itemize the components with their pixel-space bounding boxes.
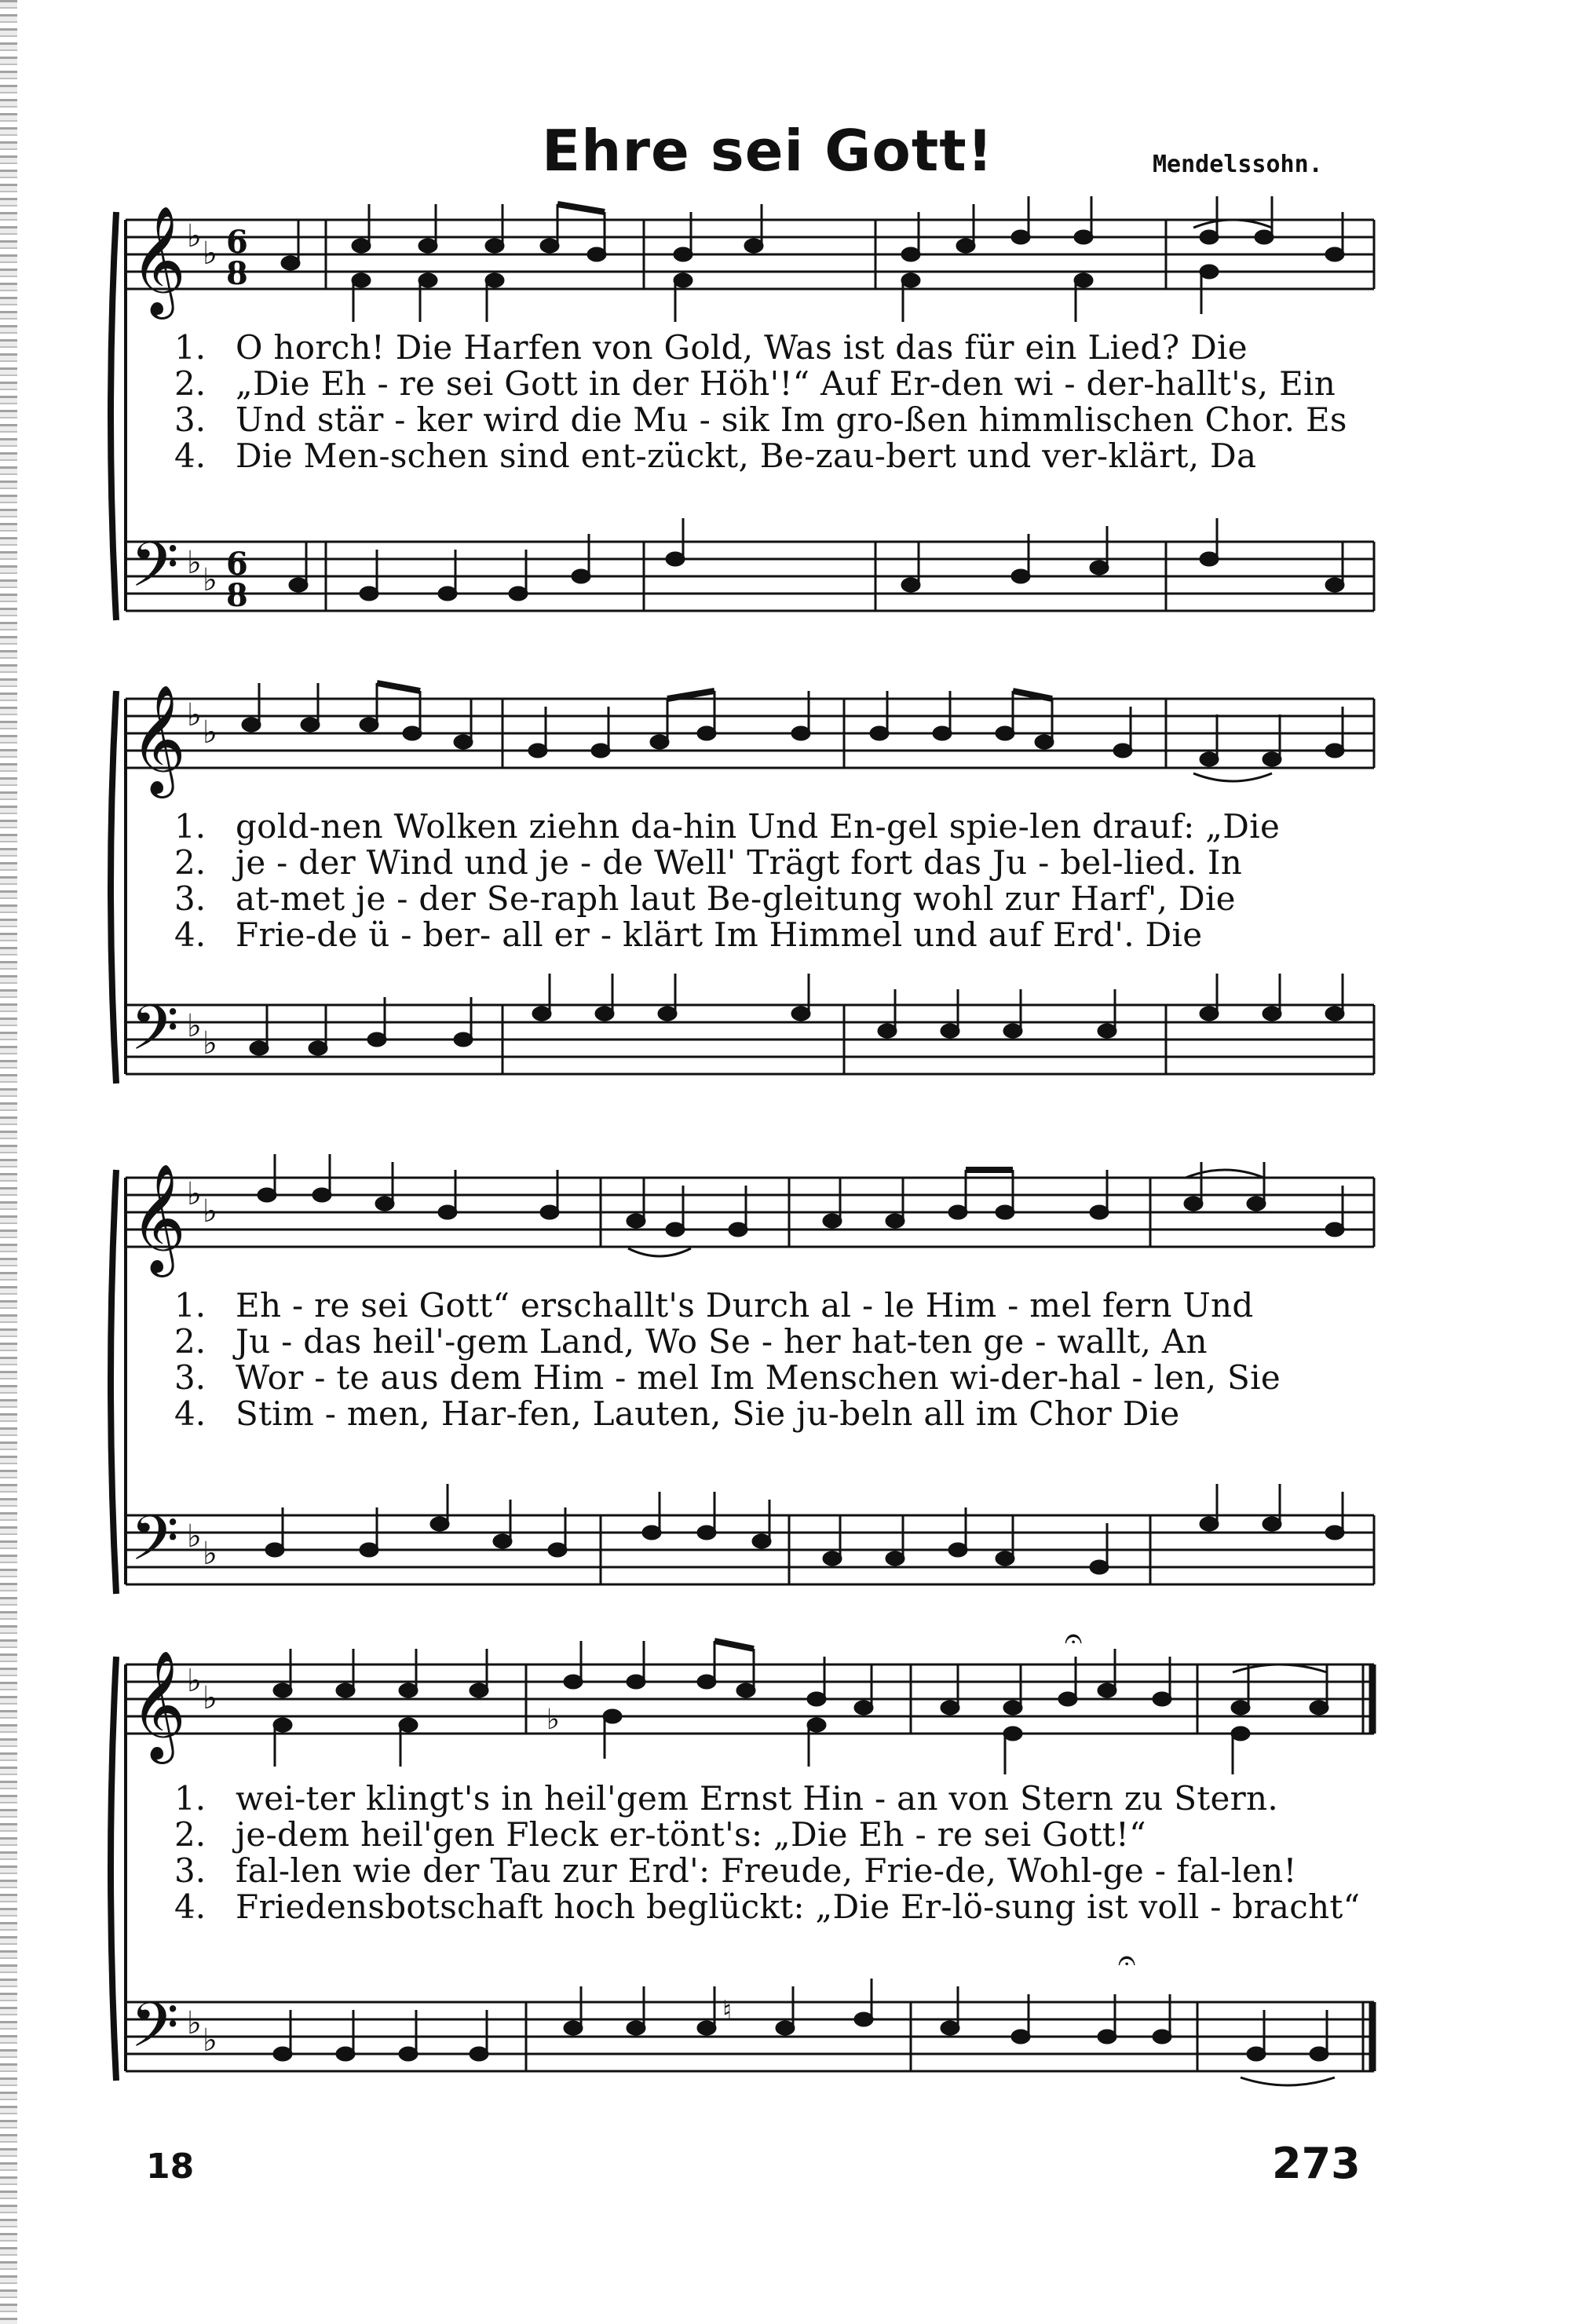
svg-text:♭: ♭	[187, 218, 202, 254]
svg-text:6: 6	[226, 224, 248, 261]
verse-number: 4.	[174, 1887, 206, 1926]
verse-number: 3.	[174, 1851, 206, 1890]
svg-text:𝄢: 𝄢	[130, 528, 179, 616]
svg-text:𝄐: 𝄐	[1065, 1621, 1083, 1657]
verse-number: 3.	[174, 879, 206, 918]
lyric-text: Eh - re sei Gott“ erschallt's Durch al - le Him - mel fern Und	[236, 1286, 1254, 1325]
music-system-4	[110, 1621, 1382, 2096]
verse-number: 2.	[174, 843, 206, 882]
svg-text:♭: ♭	[187, 697, 202, 733]
verse-number: 2.	[174, 364, 206, 403]
svg-text:𝄞: 𝄞	[130, 1164, 186, 1273]
svg-text:𝄢: 𝄢	[130, 1502, 179, 1590]
lyric-text: Die Men-schen sind ent-zückt, Be-zau-bert und ver-klärt, Da	[236, 437, 1257, 475]
verse-number: 1.	[174, 328, 206, 367]
svg-text:♭: ♭	[203, 2023, 217, 2059]
svg-text:♭: ♭	[187, 545, 202, 581]
lyric-text: je-dem heil'gen Fleck er-tönt's: „Die Eh - re sei Gott!“	[236, 1815, 1146, 1854]
verse-number: 4.	[174, 437, 206, 475]
verse-number: 3.	[174, 400, 206, 439]
verse-number: 4.	[174, 915, 206, 954]
verse-number: 1.	[174, 1779, 206, 1818]
verse-number: 2.	[174, 1815, 206, 1854]
svg-text:♭: ♭	[203, 1193, 217, 1230]
lyric-text: Frie-de ü - ber- all er - klärt Im Himmel und auf Erd'. Die	[236, 915, 1203, 954]
svg-text:♭: ♭	[187, 2005, 202, 2041]
lyric-text: Stim - men, Har-fen, Lauten, Sie ju-beln all im Chor Die	[236, 1394, 1180, 1433]
svg-text:𝄞: 𝄞	[130, 206, 186, 315]
verse-number: 4.	[174, 1394, 206, 1433]
svg-text:𝄐: 𝄐	[1118, 1942, 1136, 1979]
binding-edge	[0, 0, 17, 2324]
svg-text:♭: ♭	[203, 236, 217, 272]
lyric-text: gold-nen Wolken ziehn da-hin Und En-gel spie-len drauf: „Die	[236, 807, 1281, 846]
svg-text:♭: ♭	[546, 1704, 560, 1736]
svg-text:♭: ♭	[203, 1536, 217, 1572]
svg-text:♮: ♮	[722, 1995, 733, 2026]
verse-number: 3.	[174, 1358, 206, 1397]
svg-text:𝄢: 𝄢	[130, 992, 179, 1080]
svg-text:♭: ♭	[187, 1518, 202, 1555]
lyric-text: Wor - te aus dem Him - mel Im Menschen wi-der-hal - len, Sie	[236, 1358, 1281, 1397]
svg-text:♭: ♭	[203, 1680, 217, 1716]
svg-text:8: 8	[226, 577, 248, 614]
svg-text:8: 8	[226, 255, 248, 292]
svg-text:6: 6	[226, 546, 248, 583]
svg-text:♭: ♭	[203, 1025, 217, 1062]
lyric-text: wei-ter klingt's in heil'gem Ernst Hin - an von Stern zu Stern.	[236, 1779, 1279, 1818]
verse-number: 1.	[174, 807, 206, 846]
svg-text:♭: ♭	[187, 1663, 202, 1699]
lyric-text: Und stär - ker wird die Mu - sik Im gro-ßen himmlischen Chor. Es	[236, 400, 1347, 439]
lyric-text: je - der Wind und je - de Well' Trägt fort das Ju - bel-lied. In	[236, 843, 1243, 882]
lyric-text: O horch! Die Harfen von Gold, Was ist das für ein Lied? Die	[236, 328, 1248, 367]
lyric-text: fal-len wie der Tau zur Erd': Freude, Frie-de, Wohl-ge - fal-len!	[236, 1851, 1297, 1890]
verse-number: 1.	[174, 1286, 206, 1325]
lyric-text: at-met je - der Se-raph laut Be-gleitung wohl zur Harf', Die	[236, 879, 1236, 918]
svg-text:𝄢: 𝄢	[130, 1989, 179, 2077]
hymn-title: Ehre sei Gott!	[542, 118, 994, 184]
music-system-3	[110, 1154, 1382, 1610]
svg-text:♭: ♭	[187, 1008, 202, 1044]
verse-number: 2.	[174, 1322, 206, 1361]
music-system-2	[110, 675, 1382, 1099]
music-system-1	[110, 196, 1382, 636]
lyric-text: „Die Eh - re sei Gott in der Höh'!“ Auf Er-den wi - der-hallt's, Ein	[236, 364, 1336, 403]
svg-text:𝄞: 𝄞	[130, 685, 186, 794]
svg-text:♭: ♭	[187, 1176, 202, 1212]
page-number: 273	[1272, 2139, 1361, 2188]
svg-text:𝄞: 𝄞	[130, 1650, 186, 1759]
sheet-number: 18	[146, 2147, 195, 2187]
lyric-text: Friedensbotschaft hoch beglückt: „Die Er-lö-sung ist voll - bracht“	[236, 1887, 1361, 1926]
svg-text:♭: ♭	[203, 714, 217, 751]
lyric-text: Ju - das heil'-gem Land, Wo Se - her hat-ten ge - wallt, An	[236, 1322, 1208, 1361]
svg-text:♭: ♭	[203, 562, 217, 598]
composer-credit: Mendelssohn.	[1153, 151, 1323, 178]
